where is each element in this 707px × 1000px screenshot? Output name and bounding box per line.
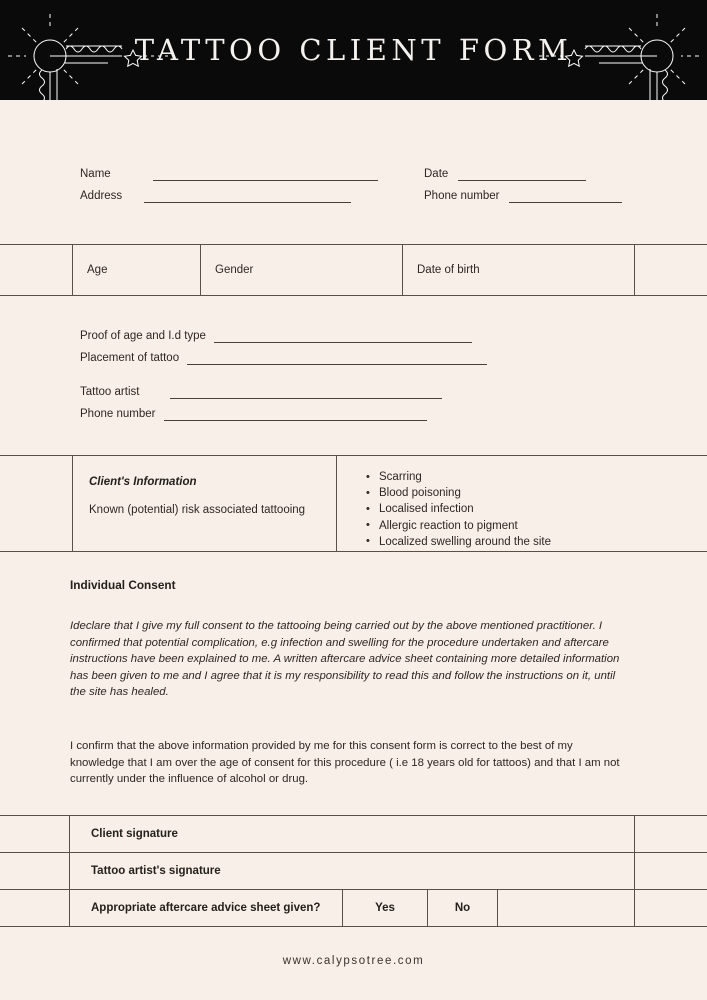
demographics-cell-gender[interactable]: Gender bbox=[201, 245, 403, 295]
risk-box-blank-left bbox=[0, 456, 73, 551]
footer-url: www.calypsotree.com bbox=[282, 955, 425, 967]
field-phone-number-top-input[interactable] bbox=[509, 191, 622, 203]
individual-consent-title: Individual Consent bbox=[70, 578, 176, 592]
field-placement-of-tattoo-label: Placement of tattoo bbox=[80, 352, 180, 364]
tattoo-details-section bbox=[80, 330, 487, 430]
field-proof-of-age[interactable] bbox=[80, 330, 487, 343]
risk-list-item: • Blood poisoning bbox=[379, 485, 707, 501]
field-date[interactable] bbox=[424, 168, 622, 181]
risk-list-cell bbox=[337, 456, 707, 551]
contact-fields-left bbox=[80, 168, 378, 212]
field-phone-number-artist[interactable] bbox=[80, 408, 487, 421]
demographics-cell-blank-left bbox=[0, 245, 73, 295]
tattoo-artist-signature-field[interactable] bbox=[635, 853, 707, 889]
field-phone-number-artist-label: Phone number bbox=[80, 408, 156, 420]
field-phone-number-top-label: Phone number bbox=[424, 190, 500, 202]
field-proof-of-age-input[interactable] bbox=[214, 331, 472, 343]
client-signature-label: Client signature bbox=[70, 816, 635, 852]
individual-consent-section bbox=[70, 578, 626, 788]
contact-fields-right bbox=[424, 168, 622, 212]
field-proof-of-age-label: Proof of age and I.d type bbox=[80, 330, 206, 342]
page-title: TATTOO CLIENT FORM bbox=[134, 33, 573, 67]
field-tattoo-artist[interactable] bbox=[80, 386, 487, 399]
risk-box-info-cell bbox=[73, 456, 337, 551]
field-tattoo-artist-label: Tattoo artist bbox=[80, 386, 140, 398]
field-phone-number-top[interactable] bbox=[424, 190, 622, 203]
client-information-risk-box bbox=[0, 455, 707, 552]
aftercare-question-label: Appropriate aftercare advice sheet given? bbox=[70, 890, 343, 926]
field-phone-number-artist-input[interactable] bbox=[164, 409, 427, 421]
signature-row-blank-left bbox=[0, 816, 70, 852]
risk-list-item: • Localised infection bbox=[379, 501, 707, 517]
field-date-label: Date bbox=[424, 168, 449, 180]
table-row bbox=[0, 890, 707, 927]
aftercare-option-yes[interactable]: Yes bbox=[343, 890, 428, 926]
field-address-label: Address bbox=[80, 190, 123, 202]
field-address[interactable] bbox=[80, 190, 378, 203]
consent-paragraph-declaration: Ideclare that I give my full consent to the tattooing being carried out by the above mentioned practitioner. I confirmed that potential complication, e.g infection and swelling for the procedure undertaken and aftercare instructions have been explained to me. A written aftercare advice sheet containing more detailed information has been given to me and I agree that it is my responsibility to read this and follow the instructions on it, until the site has healed. bbox=[70, 620, 620, 699]
field-name-label: Name bbox=[80, 168, 111, 180]
client-information-subtitle: Known (potential) risk associated tattooing bbox=[89, 504, 306, 516]
aftercare-cell-tail[interactable] bbox=[635, 890, 707, 926]
client-signature-field[interactable] bbox=[635, 816, 707, 852]
aftercare-row-blank-left bbox=[0, 890, 70, 926]
table-row bbox=[0, 816, 707, 853]
field-address-input[interactable] bbox=[144, 191, 351, 203]
demographics-row bbox=[0, 244, 707, 296]
aftercare-cell-blank[interactable] bbox=[498, 890, 635, 926]
demographics-cell-age[interactable]: Age bbox=[73, 245, 201, 295]
risk-list-item: • Scarring bbox=[379, 469, 707, 485]
field-tattoo-artist-input[interactable] bbox=[170, 387, 442, 399]
demographics-cell-date-of-birth[interactable]: Date of birth bbox=[403, 245, 635, 295]
artist-signature-row-blank-left bbox=[0, 853, 70, 889]
aftercare-option-no[interactable]: No bbox=[428, 890, 498, 926]
tattoo-machine-ornament-right-icon bbox=[533, 6, 703, 100]
field-date-input[interactable] bbox=[458, 169, 586, 181]
field-name[interactable] bbox=[80, 168, 378, 181]
table-row bbox=[0, 853, 707, 890]
client-information-title: Client's Information bbox=[89, 476, 197, 488]
demographics-cell-blank-right bbox=[635, 245, 707, 295]
field-placement-of-tattoo-input[interactable] bbox=[187, 353, 487, 365]
field-name-input[interactable] bbox=[153, 169, 378, 181]
consent-paragraph-confirmation: I confirm that the above information provided by me for this consent form is correct to the best of my knowledge that I am over the age of consent for this procedure ( i.e 18 years old for tattoos) and that I am not currently under the influence of alcohol or drug. bbox=[70, 739, 620, 786]
field-group-spacer bbox=[80, 374, 487, 386]
risk-list-item: • Allergic reaction to pigment bbox=[379, 518, 707, 534]
contact-fields-section bbox=[0, 100, 707, 248]
field-placement-of-tattoo[interactable] bbox=[80, 352, 487, 365]
signature-table bbox=[0, 815, 707, 927]
tattoo-artist-signature-label: Tattoo artist's signature bbox=[70, 853, 635, 889]
risk-list-item: • Localized swelling around the site bbox=[379, 534, 707, 550]
form-header bbox=[0, 0, 707, 100]
